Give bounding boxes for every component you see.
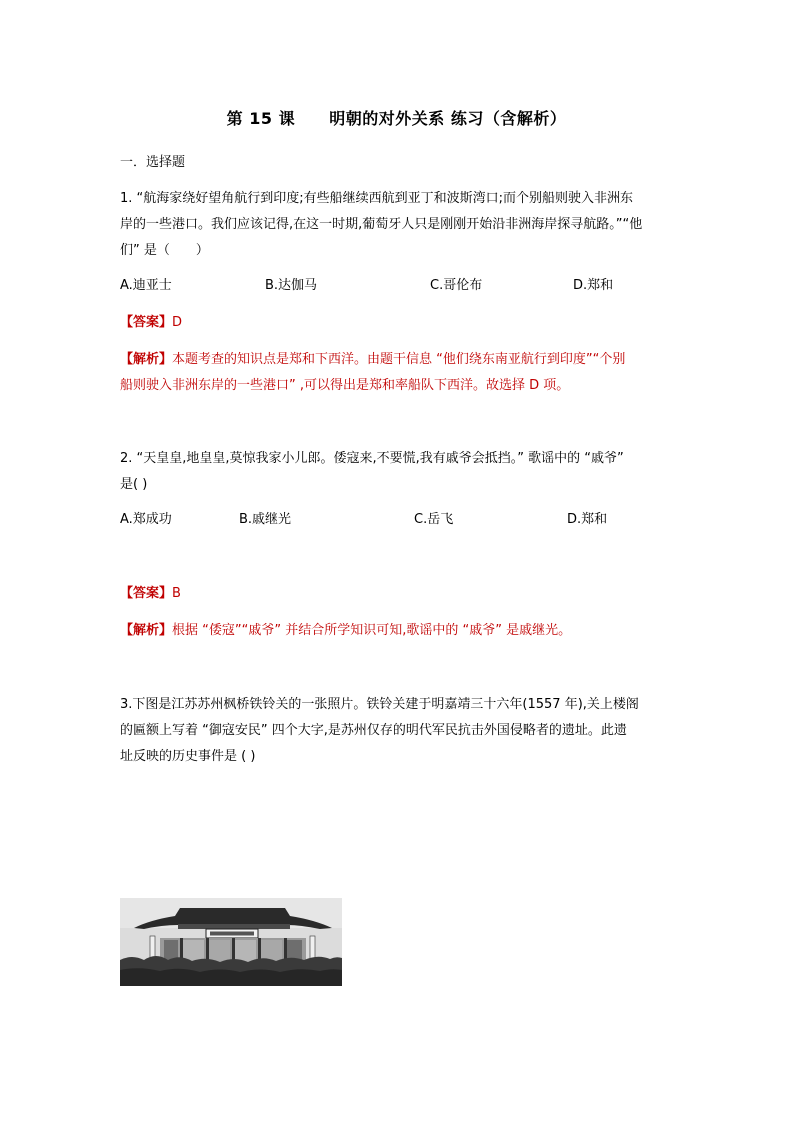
option-a: A.郑成功 xyxy=(120,512,172,527)
option-a: A.迪亚士 xyxy=(120,278,172,293)
answer-line xyxy=(120,310,680,336)
analysis-label: 【解析】 xyxy=(120,352,173,367)
option-b: B.戚继光 xyxy=(239,512,292,527)
answer-label: 【答案】 xyxy=(120,586,173,601)
option-d: D.郑和 xyxy=(573,278,614,293)
title-unit: 课 xyxy=(278,109,296,128)
title-lesson-number: 15 xyxy=(249,109,273,128)
question-stem-line: 岸的一些港口。我们应该记得,在这一时期,葡萄牙人只是刚刚开始沿非洲海岸探寻航路。”“他 xyxy=(120,217,643,232)
analysis-line xyxy=(120,347,680,373)
question-stem-line: 的匾额上写着 “御寇安民” 四个大字,是苏州仅存的明代军民抗击外国侵略者的遗址。此遗 xyxy=(120,723,627,738)
question-stem-line: 1. “航海家绕好望角航行到印度;有些船继续西航到亚丁和波斯湾口;而个别船则驶入非洲东 xyxy=(120,191,634,206)
title-text: 明朝的对外关系 练习（含解析） xyxy=(329,109,567,128)
gate-tower-illustration xyxy=(120,898,342,986)
tieling-gate-photo xyxy=(120,898,342,986)
analysis-text: 根据 “倭寇”“戚爷” 并结合所学知识可知,歌谣中的 “戚爷” 是戚继光。 xyxy=(172,623,572,638)
answer-line xyxy=(120,581,680,607)
title-prefix: 第 xyxy=(226,109,244,128)
answer-value: D xyxy=(172,315,183,330)
option-b: B.达伽马 xyxy=(265,278,318,293)
option-c: C.岳飞 xyxy=(414,512,454,527)
option-c: C.哥伦布 xyxy=(430,278,483,293)
option-d: D.郑和 xyxy=(567,512,608,527)
section-heading: 一．选择题 xyxy=(120,155,186,170)
answer-value: B xyxy=(172,586,181,601)
question-stem-line: 是( ) xyxy=(120,477,148,492)
analysis-text: 本题考查的知识点是郑和下西洋。由题干信息 “他们绕东南亚航行到印度”“个别 xyxy=(172,352,626,367)
question-stem-line: 2. “天皇皇,地皇皇,莫惊我家小儿郎。倭寇来,不要慌,我有戚爷会抵挡。” 歌谣中的 “戚爷” xyxy=(120,451,624,466)
page-title xyxy=(0,106,793,129)
analysis-text: 船则驶入非洲东岸的一些港口” ,可以得出是郑和率船队下西洋。故选择 D 项。 xyxy=(120,378,570,393)
question-stem-line: 们” 是（ ） xyxy=(120,243,209,258)
question-stem-line: 3.下图是江苏苏州枫桥铁铃关的一张照片。铁铃关建于明嘉靖三十六年(1557 年),关上楼阁 xyxy=(120,697,639,712)
analysis-label: 【解析】 xyxy=(120,623,173,638)
analysis-line xyxy=(120,618,680,644)
answer-label: 【答案】 xyxy=(120,315,173,330)
question-stem-line: 址反映的历史事件是 ( ) xyxy=(120,749,256,764)
